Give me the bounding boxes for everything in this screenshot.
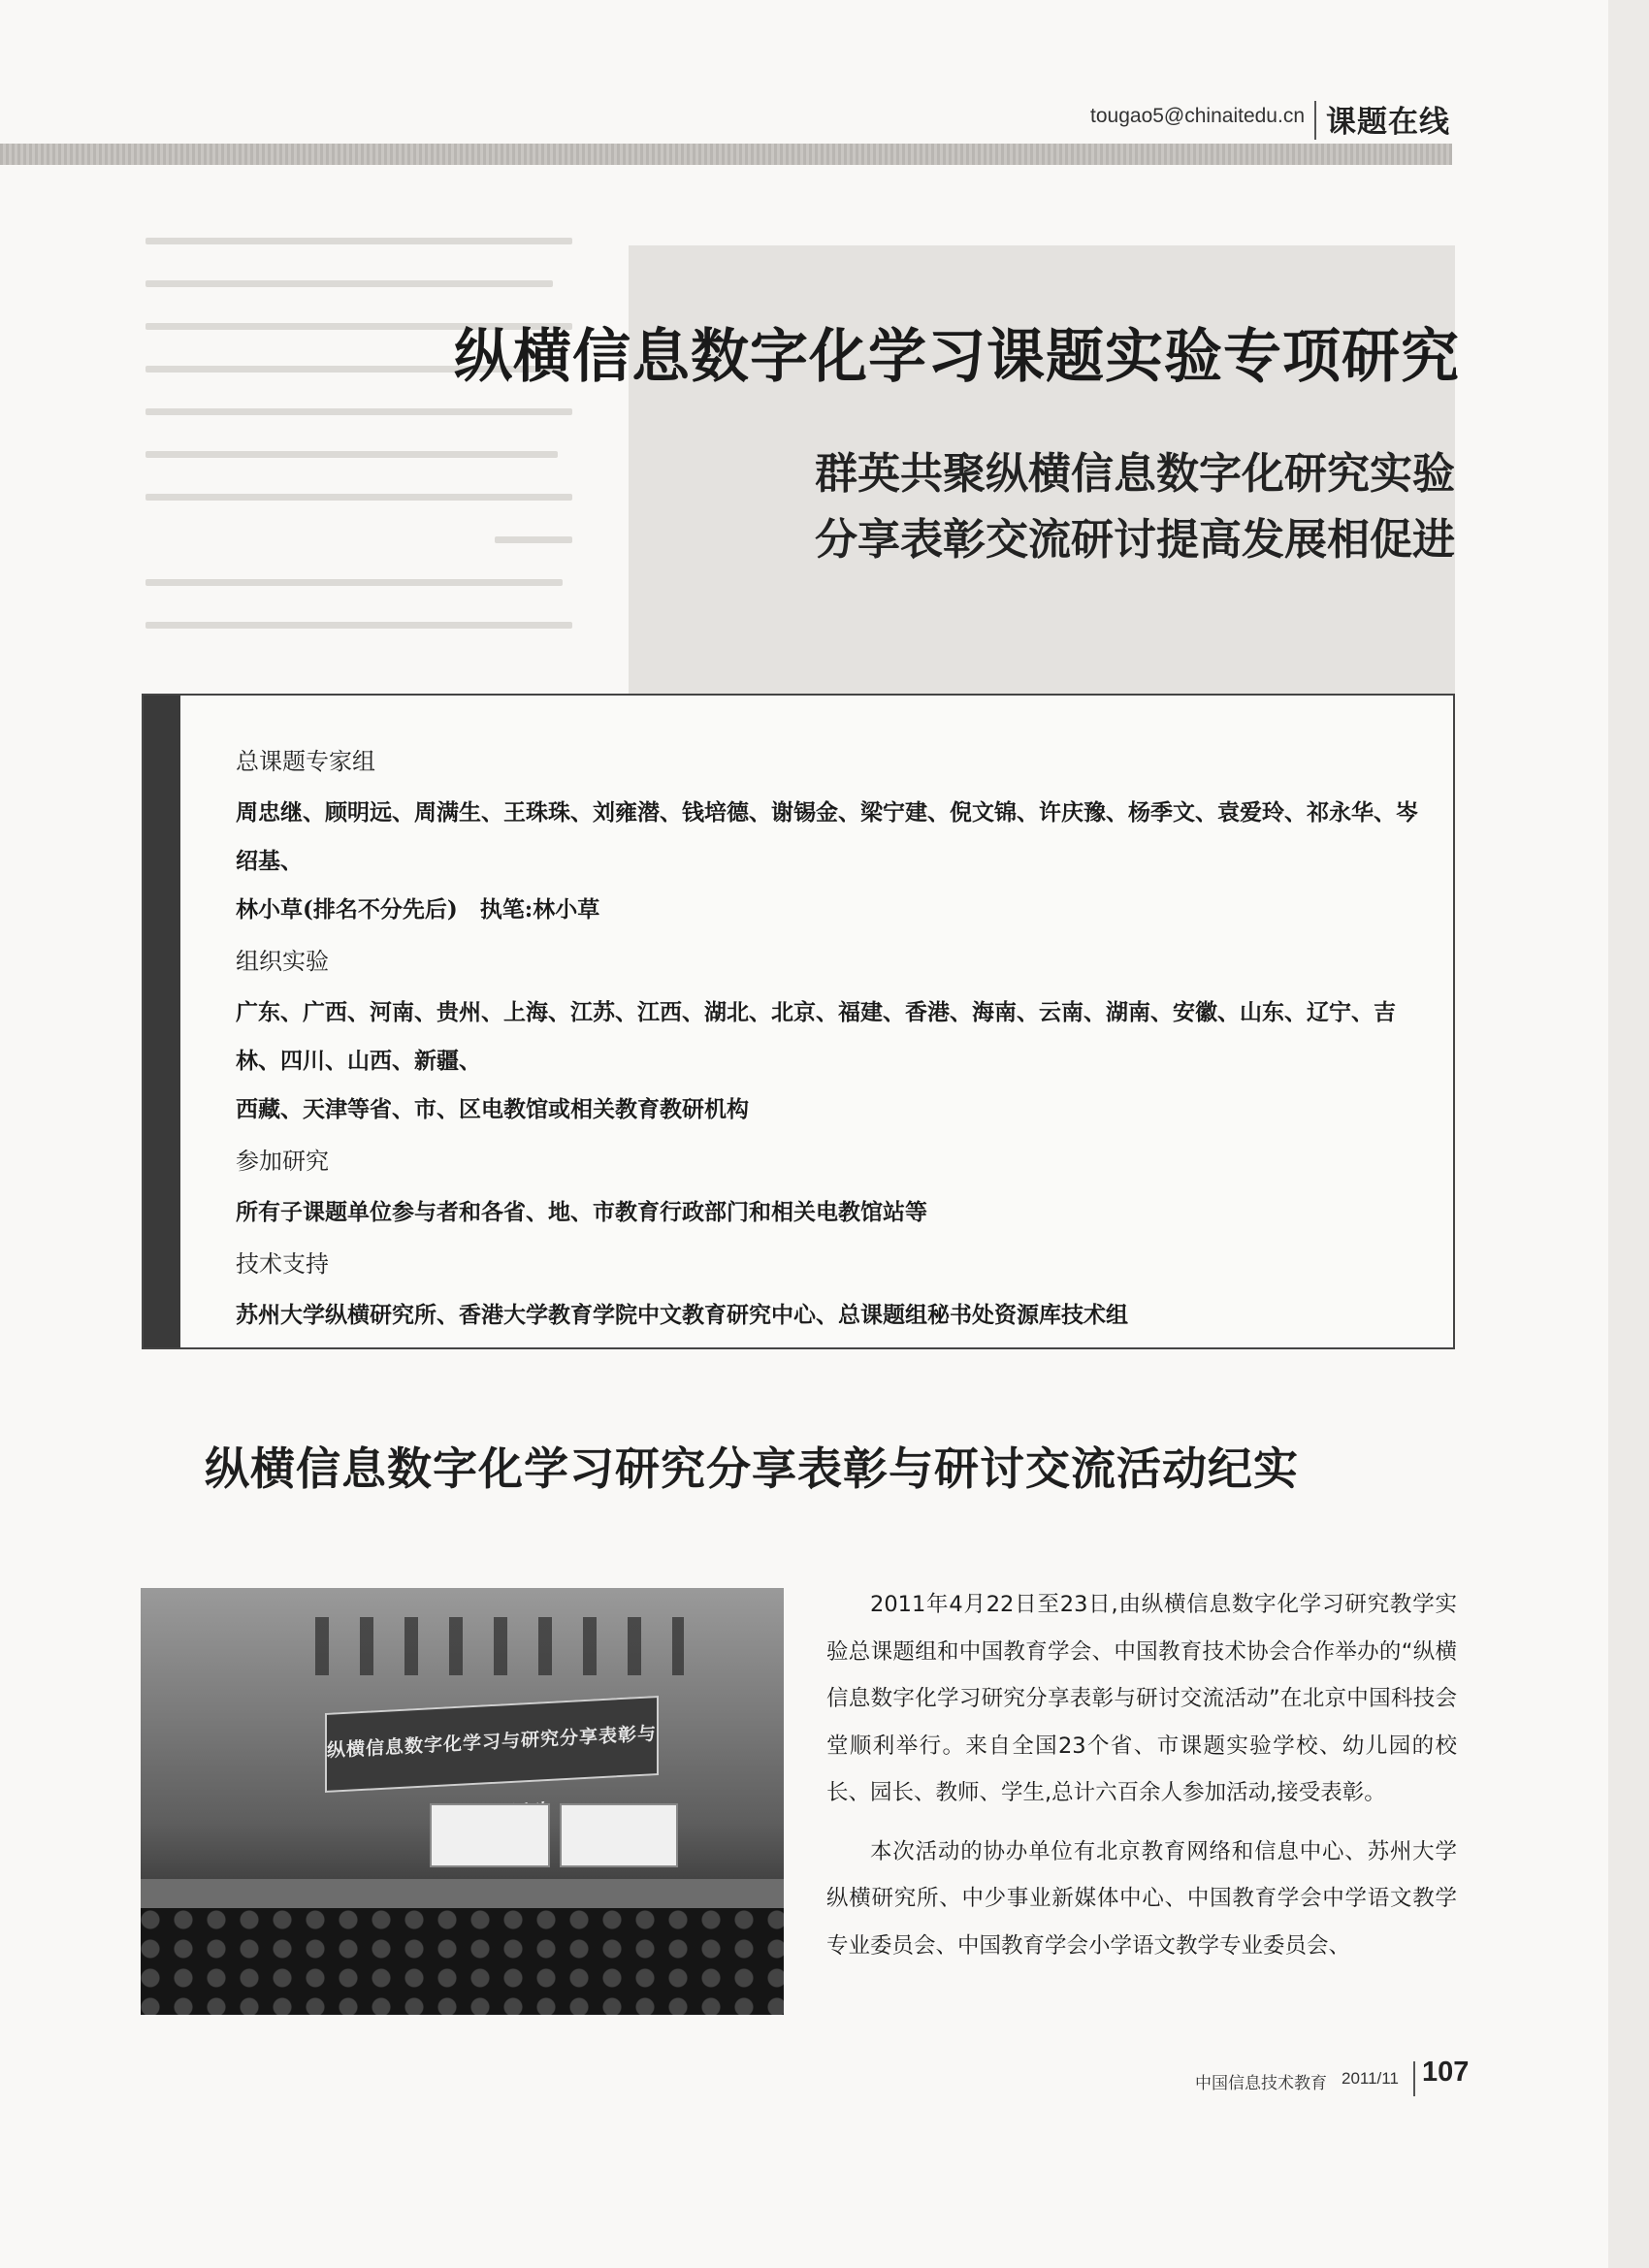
article-paragraph: 本次活动的协办单位有北京教育网络和信息中心、苏州大学纵横研究所、中少事业新媒体中心、中国教育学会中学语文教学专业委员会、中国教育学会小学语文教学专业委员会、 (826, 1838, 1457, 1959)
info-line: 林小草(排名不分先后) 执笔:林小草 (236, 896, 600, 923)
photo-audience (141, 1908, 784, 2015)
footer-divider (1413, 2061, 1415, 2096)
photo-banner: 纵横信息数字化学习与研究分享表彰与研讨交流活动 (325, 1696, 659, 1793)
scan-margin (1608, 0, 1649, 2268)
column-name: 课题在线 (1326, 105, 1450, 140)
research-team-box (142, 694, 1455, 1349)
box-content (236, 742, 1429, 1347)
tech-support-list (236, 1291, 1429, 1340)
info-line: 广东、广西、河南、贵州、上海、江苏、江西、湖北、北京、福建、香港、海南、云南、湖南、安徽、山东、辽宁、吉林、四川、山西、新疆、 (236, 999, 1396, 1074)
photo-screen-left (430, 1803, 550, 1867)
organizers-list (236, 988, 1429, 1134)
header-divider (1314, 101, 1316, 140)
footer-issue: 2011/11 (1342, 2069, 1399, 2088)
footer-journal-name: 中国信息技术教育 (1195, 2074, 1327, 2093)
stage-lights (315, 1617, 684, 1675)
photo-screen-right (560, 1803, 678, 1867)
page-number: 107 (1422, 2057, 1470, 2088)
subtitle-line: 群英共聚纵横信息数字化研究实验 (815, 449, 1455, 499)
participants-label: 参加研究 (236, 1148, 329, 1175)
subtitle-line: 分享表彰交流研讨提高发展相促进 (815, 515, 1455, 565)
header-band (0, 144, 1452, 165)
box-side-bar (144, 696, 180, 1347)
info-line: 周忠继、顾明远、周满生、王珠珠、刘雍潜、钱培德、谢锡金、梁宁建、倪文锦、许庆豫、杨季文、袁爱玲、祁永华、岑绍基、 (236, 799, 1418, 874)
organizers-label: 组织实验 (236, 948, 329, 975)
article-paragraph: 2011年4月22日至23日,由纵横信息数字化学习研究教学实验总课题组和中国教育学会、中国教育技术协会合作举办的“纵横信息数字化学习研究分享表彰与研讨交流活动”在北京中国科技会堂顺利举行。来自全国23个省、市课题实验学校、幼儿园的校长、园长、教师、学生,总计六百余人参加活动,接受表彰。 (826, 1592, 1457, 1805)
info-line: 所有子课题单位参与者和各省、地、市教育行政部门和相关电教馆站等 (236, 1199, 927, 1225)
participants-list (236, 1188, 1429, 1237)
show-through-text (146, 238, 572, 664)
header-email[interactable]: tougao5@chinaitedu.cn (1090, 105, 1305, 127)
article-body (826, 1581, 1457, 1981)
event-photo (141, 1588, 784, 2015)
subtitle (679, 441, 1455, 573)
main-title: 纵横信息数字化学习课题实验专项研究 (454, 323, 1460, 391)
section-heading: 纵横信息数字化学习研究分享表彰与研讨交流活动纪实 (205, 1442, 1299, 1495)
tech-support-label: 技术支持 (236, 1250, 329, 1278)
info-line: 苏州大学纵横研究所、香港大学教育学院中文教育研究中心、总课题组秘书处资源库技术组 (236, 1302, 1128, 1328)
expert-group-members (236, 789, 1429, 934)
expert-group-label: 总课题专家组 (236, 748, 375, 775)
info-line: 西藏、天津等省、市、区电教馆或相关教育教研机构 (236, 1096, 749, 1122)
